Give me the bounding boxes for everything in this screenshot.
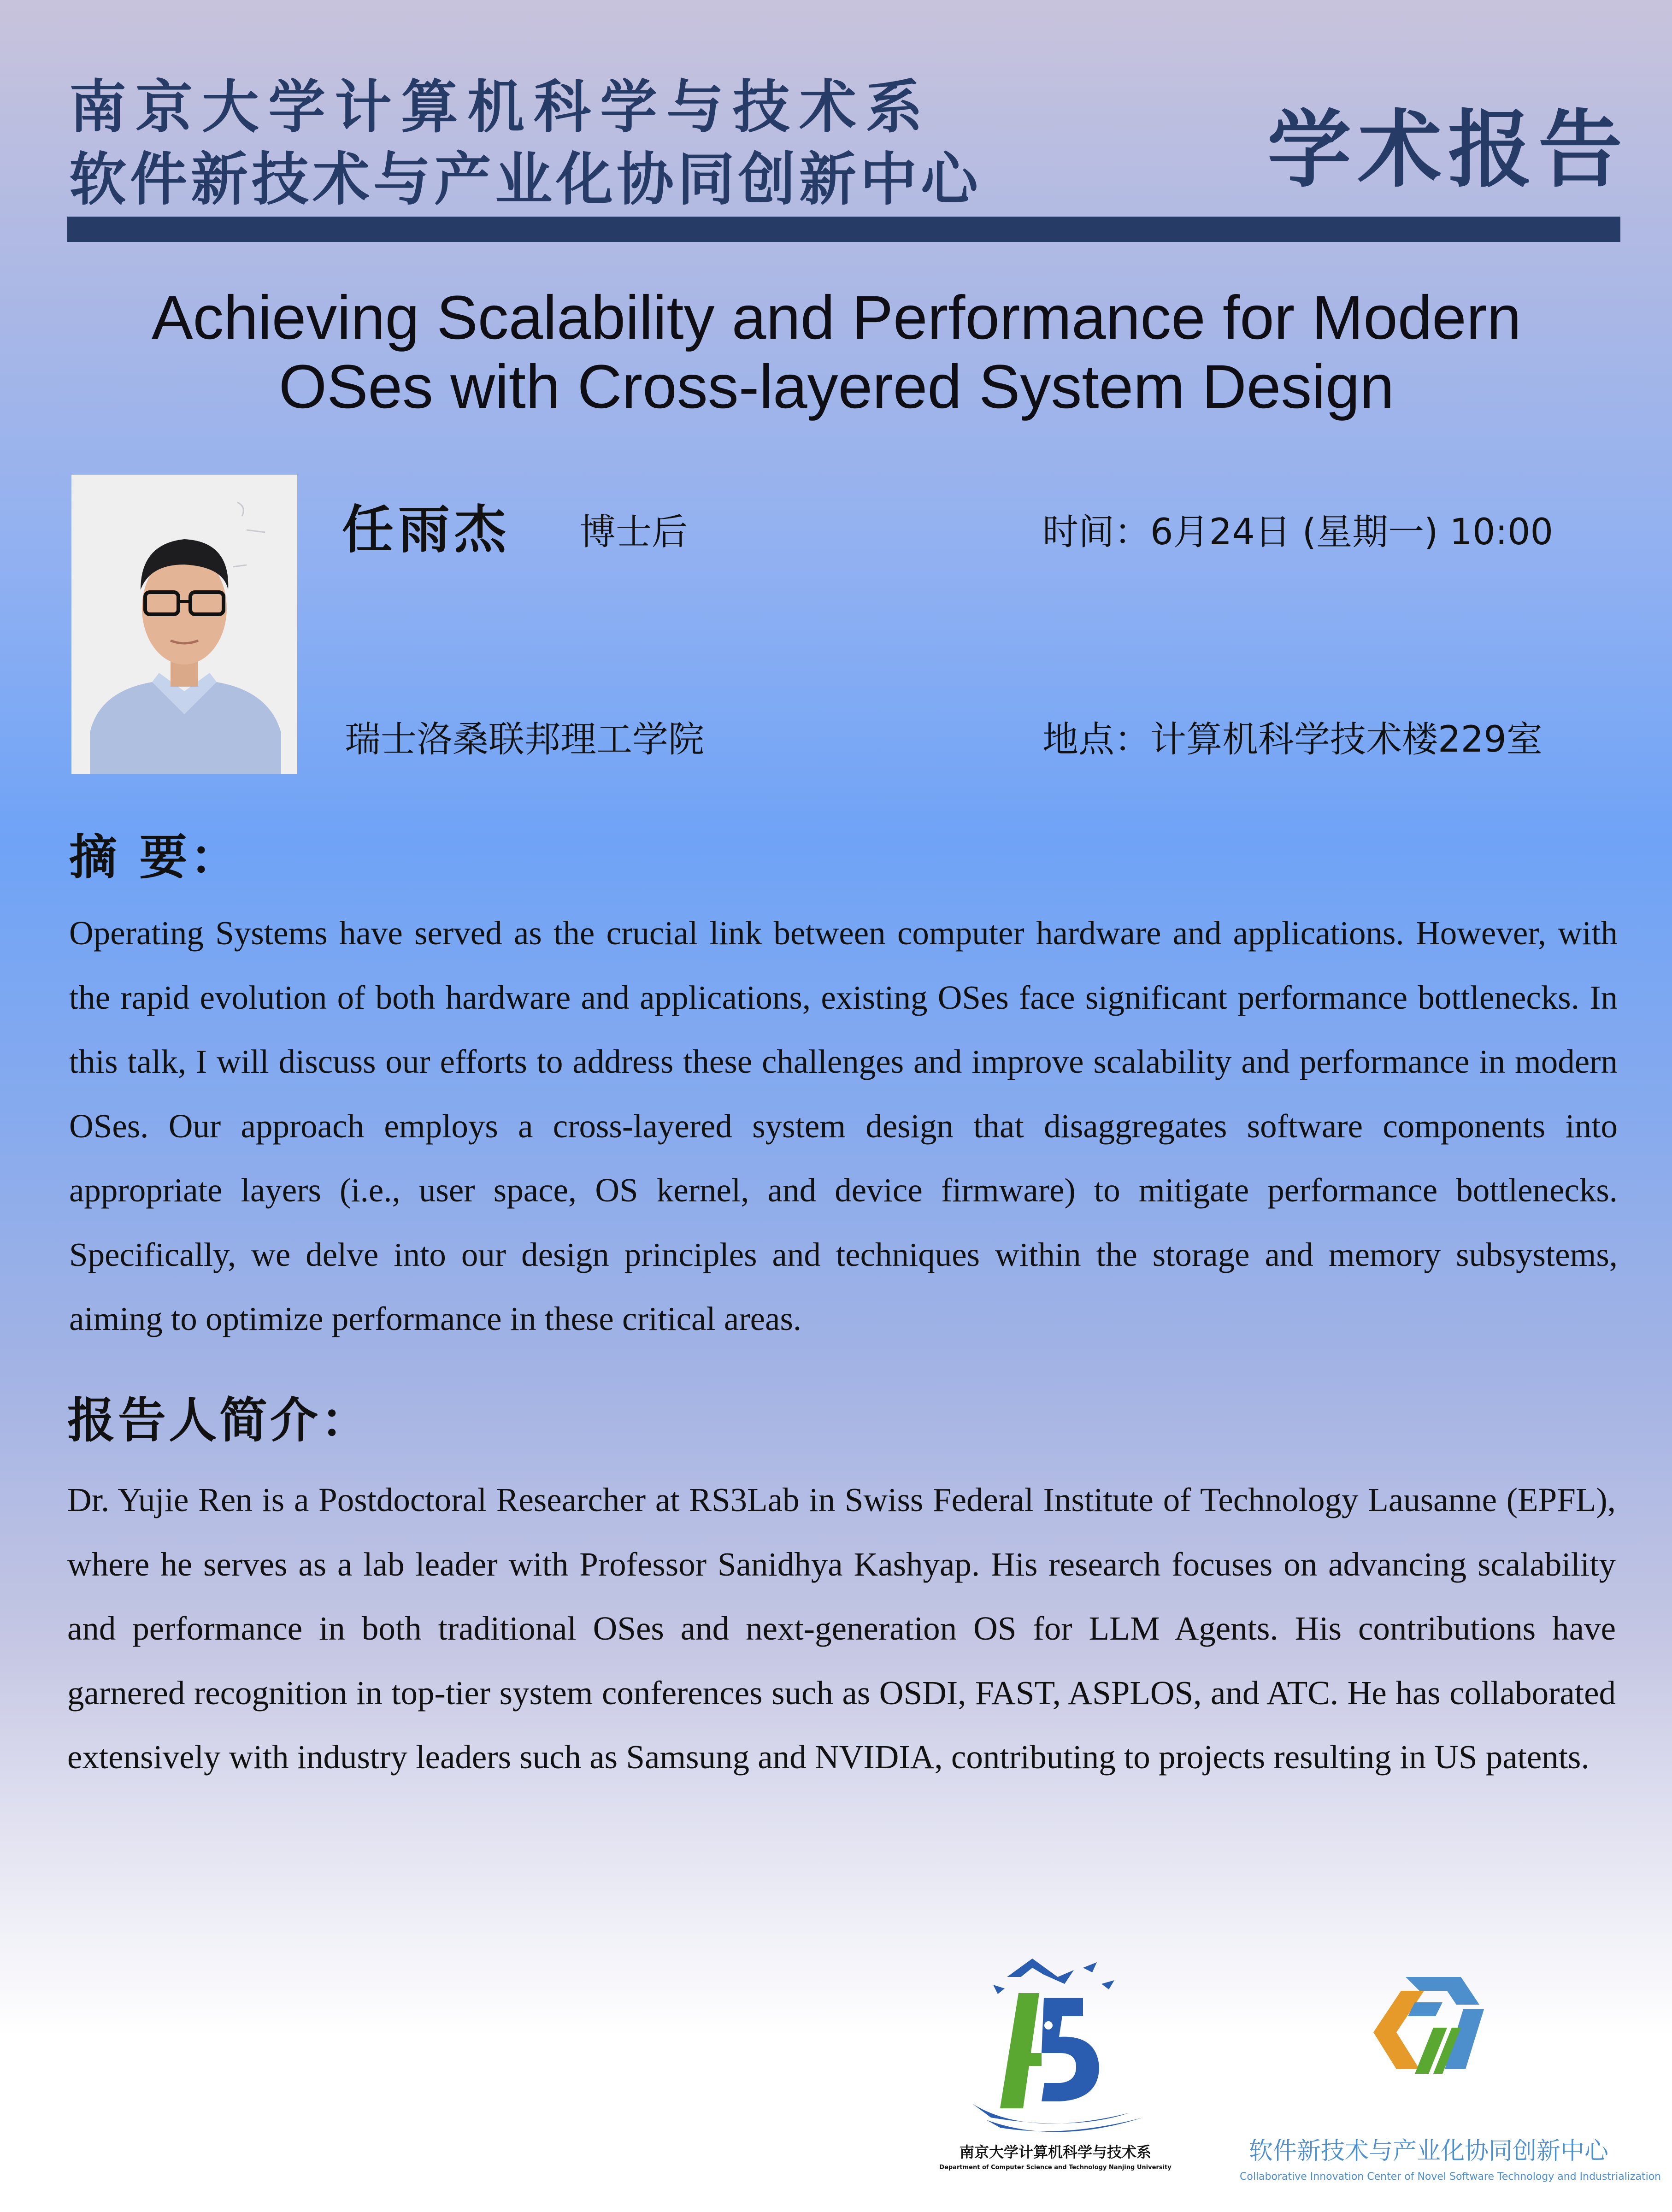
talk-title <box>55 283 1618 422</box>
innovation-center-logo-caption: 软件新技术与产业化协同创新中心 <box>1248 2137 1608 2165</box>
speaker-name: 任雨杰 <box>342 500 511 560</box>
academic-report-label: 学术报告 <box>1267 101 1629 199</box>
cs-department-logo-caption: 南京大学计算机科学与技术系 <box>959 2143 1151 2161</box>
cs-department-logo <box>936 1956 1175 2136</box>
innovation-center-logo <box>1346 1959 1498 2111</box>
talk-title-line-2: OSes with Cross-layered System Design <box>278 353 1395 421</box>
abstract-text: Operating Systems have served as the crucial link between computer hardware and applications. However, with the rapid evolution of both hardware and applications, existing OSes face significant performance bottlenecks. In this talk, I will discuss our efforts to address these challenges and improve scalability and performance in modern OSes. Our approach employs a cross-layered system design that disaggregates software components into appropriate layers (i.e., user space, OS kernel, and device firmware) to mitigate performance bottlenecks. Specifically, we delve into our design principles and techniques within the storage and memory subsystems, aiming to optimize performance in these critical areas. <box>69 914 1618 1337</box>
speaker-portrait-illustration <box>71 475 297 774</box>
innovation-center-name: 软件新技术与产业化协同创新中心 <box>69 147 982 213</box>
event-time: 时间：6月24日 (星期一) 10:00 <box>1042 512 1554 553</box>
speaker-role: 博士后 <box>580 512 688 553</box>
talk-title-line-1: Achieving Scalability and Performance for Modern <box>152 283 1521 352</box>
bio-heading: 报告人简介： <box>67 1392 372 1448</box>
department-name: 南京大学计算机科学与技术系 <box>69 74 932 141</box>
innovation-center-logo-icon <box>1346 1959 1498 2111</box>
speaker-photo <box>71 475 297 774</box>
header-divider <box>67 217 1620 242</box>
event-location: 地点：计算机科学技术楼229室 <box>1042 719 1542 760</box>
cs-department-logo-icon <box>936 1956 1175 2136</box>
abstract-heading: 摘 要： <box>69 829 241 885</box>
innovation-center-logo-subcaption: Collaborative Innovation Center of Novel Software Technology and Industrialization <box>1240 2171 1661 2183</box>
bio-text: Dr. Yujie Ren is a Postdoctoral Researcher at RS3Lab in Swiss Federal Institute of Technology Lausanne (EPFL), where he serves as a lab leader with Professor Sanidhya Kashyap. His research focuses on advancing scalability and performance in both traditional OSes and next-generation OS for LLM Agents. His contributions have garnered recognition in top-tier system conferences such as OSDI, FAST, ASPLOS, and ATC. He has collaborated extensively with industry leaders such as Samsung and NVIDIA, contributing to projects resulting in US patents. <box>67 1481 1616 1776</box>
cs-department-logo-subcaption: Department of Computer Science and Technology Nanjing University <box>939 2164 1172 2171</box>
speaker-institution: 瑞士洛桑联邦理工学院 <box>345 719 705 760</box>
